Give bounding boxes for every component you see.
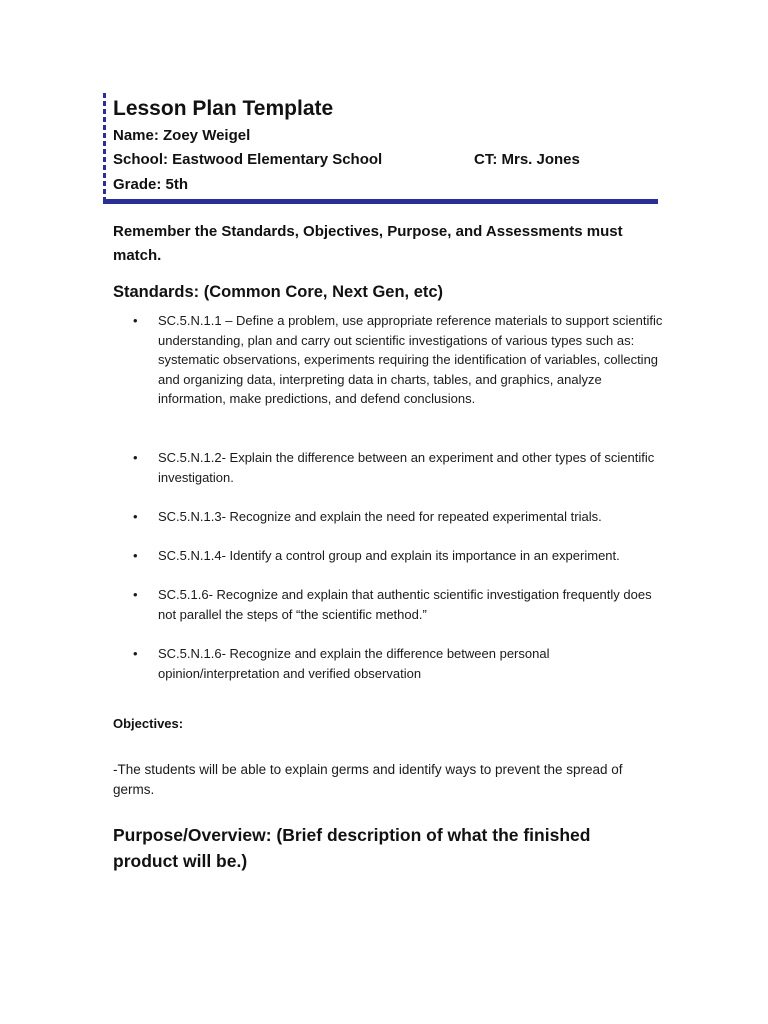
bullet-icon: • <box>133 450 138 465</box>
bullet-icon: • <box>133 587 138 602</box>
standard-item <box>113 448 673 507</box>
header-dotted-border <box>103 93 106 205</box>
standard-item <box>113 546 673 585</box>
standards-list <box>113 311 673 684</box>
ct-line: CT: Mrs. Jones <box>474 151 580 168</box>
standard-text: SC.5.N.1.3- Recognize and explain the need for repeated experimental trials. <box>158 509 602 524</box>
bullet-icon: • <box>133 646 138 661</box>
reminder-note: Remember the Standards, Objectives, Purpose, and Assessments must match. <box>113 223 623 264</box>
header-block <box>103 93 658 205</box>
bullet-icon: • <box>133 313 138 328</box>
header-rule <box>103 199 658 204</box>
name-line: Name: Zoey Weigel <box>113 127 251 144</box>
objectives-heading: Objectives: <box>113 716 184 731</box>
standard-item <box>113 644 673 684</box>
bullet-icon: • <box>133 509 138 524</box>
standard-item <box>113 585 673 644</box>
page-title: Lesson Plan Template <box>113 97 334 120</box>
standard-text: SC.5.N.1.6- Recognize and explain the difference between personal opinion/interpretation and verified observation <box>158 646 550 681</box>
standard-text: SC.5.N.1.1 – Define a problem, use appropriate reference materials to support scientific understanding, plan and carry out scientific investigations of various types such as: systematic observations, experiments requiring the identification of variables, collecting and organizing data, interpreting data in charts, tables, and graphics, analyze information, make predictions, and defend conclusions. <box>158 313 663 407</box>
school-line: School: Eastwood Elementary School <box>113 151 383 168</box>
standard-text: SC.5.N.1.4- Identify a control group and explain its importance in an experiment. <box>158 548 620 563</box>
standard-item <box>113 311 673 448</box>
bullet-icon: • <box>133 548 138 563</box>
standard-text: SC.5.1.6- Recognize and explain that authentic scientific investigation frequently does not parallel the steps of “the scientific method.” <box>158 587 652 622</box>
purpose-heading: Purpose/Overview: (Brief description of what the finished product will be.) <box>113 825 591 871</box>
standard-text: SC.5.N.1.2- Explain the difference between an experiment and other types of scientific investigation. <box>158 450 655 485</box>
grade-line: Grade: 5th <box>113 176 189 193</box>
objective-text: -The students will be able to explain germs and identify ways to prevent the spread of germs. <box>113 762 623 797</box>
standards-heading: Standards: (Common Core, Next Gen, etc) <box>113 283 444 301</box>
standard-item <box>113 507 673 546</box>
